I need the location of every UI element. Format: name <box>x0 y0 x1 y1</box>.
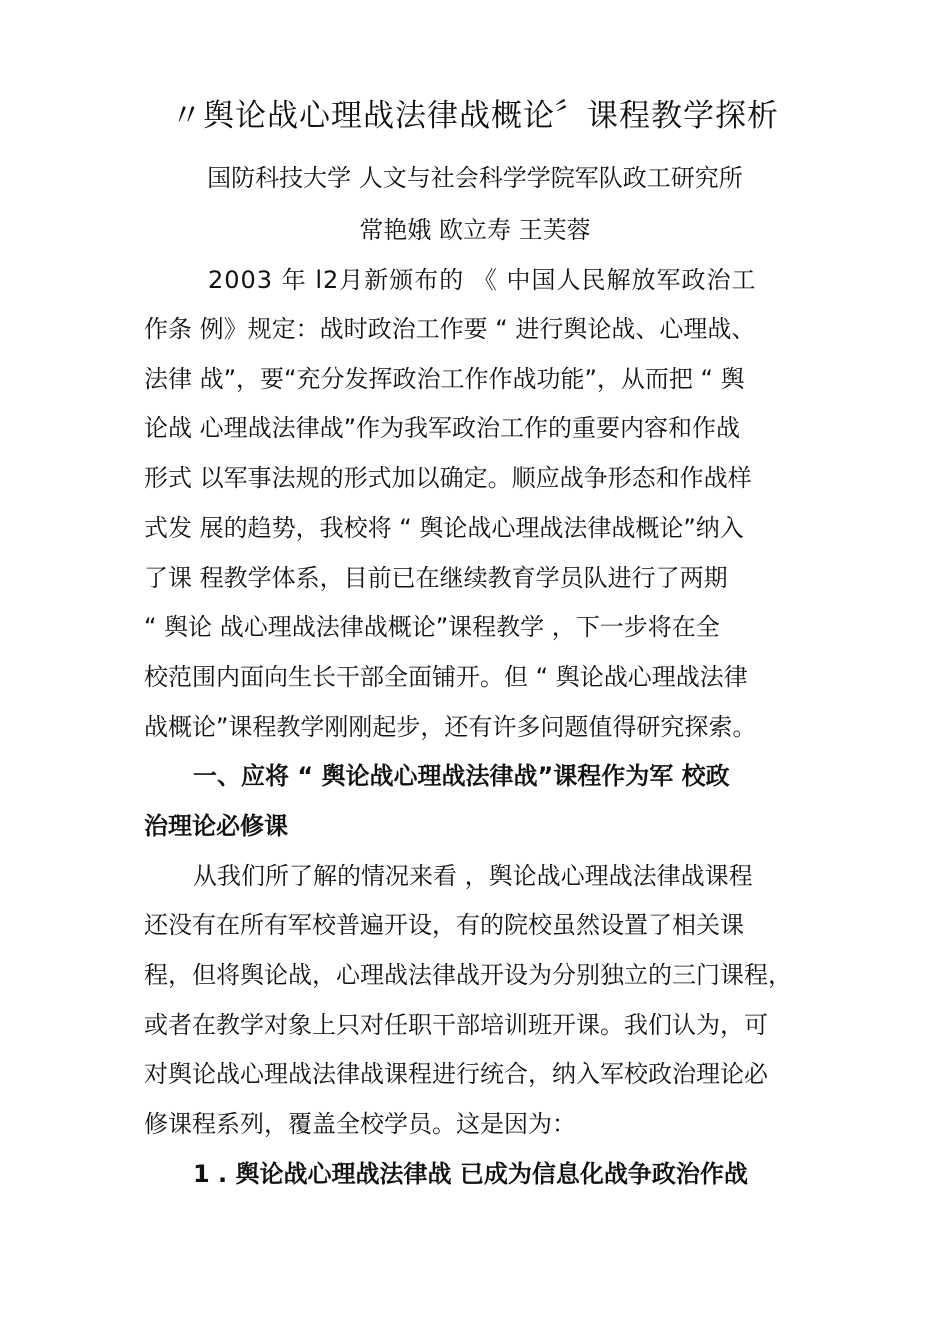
body-line: 了课 程教学体系，目前已在继续教育学员队进行了两期 <box>144 564 728 592</box>
body-line: 战概论”课程教学刚刚起步，还有许多问题值得研究探索。 <box>144 713 757 741</box>
body-line: 修课程系列，覆盖全校学员。这是因为： <box>144 1110 576 1138</box>
body-line: “ 舆论 战心理战法律战概论”课程教学 ，下一步将在全 <box>144 613 720 641</box>
body-line: 程，但将舆论战，心理战法律战开设为分别独立的三门课程， <box>144 961 792 989</box>
body-line: 式发 展的趋势，我校将 “ 舆论战心理战法律战概论”纳入 <box>144 514 744 542</box>
section-heading: 一、应将 “ 舆论战心理战法律战”课程作为军 校政 <box>193 762 730 790</box>
subsection-heading: 1 . 舆论战心理战法律战 已成为信息化战争政治作战 <box>193 1160 748 1188</box>
section-heading: 治理论必修课 <box>144 812 288 840</box>
body-line: 论战 心理战法律战”作为我军政治工作的重要内容和作战 <box>144 414 741 442</box>
body-line: 法律 战”，要“充分发挥政治工作作战功能”，从而把 “ 舆 <box>144 365 745 393</box>
body-line: 从我们所了解的情况来看 ，舆论战心理战法律战课程 <box>193 862 753 890</box>
body-line: 校范围内面向生长干部全面铺开。但 “ 舆论战心理战法律 <box>144 663 748 691</box>
document-title: 〃舆论战心理战法律战概论〞课程教学探析 <box>171 98 779 134</box>
author-names: 常艳娥 欧立寿 王芙蓉 <box>359 216 591 244</box>
body-line: 或者在教学对象上只对任职干部培训班开课。我们认为，可 <box>144 1011 768 1039</box>
body-line: 形式 以军事法规的形式加以确定。顺应战争形态和作战样 <box>144 464 752 492</box>
body-line: 2003 年 l2月新颁布的 《 中国人民解放军政治工 <box>208 266 757 294</box>
body-line: 作条 例》规定：战时政治工作要 “ 进行舆论战、心理战、 <box>144 315 756 343</box>
body-line: 对舆论战心理战法律战课程进行统合，纳入军校政治理论必 <box>144 1060 768 1088</box>
author-affiliation: 国防科技大学 人文与社会科学学院军队政工研究所 <box>207 164 743 192</box>
body-line: 还没有在所有军校普遍开设，有的院校虽然设置了相关课 <box>144 911 744 939</box>
